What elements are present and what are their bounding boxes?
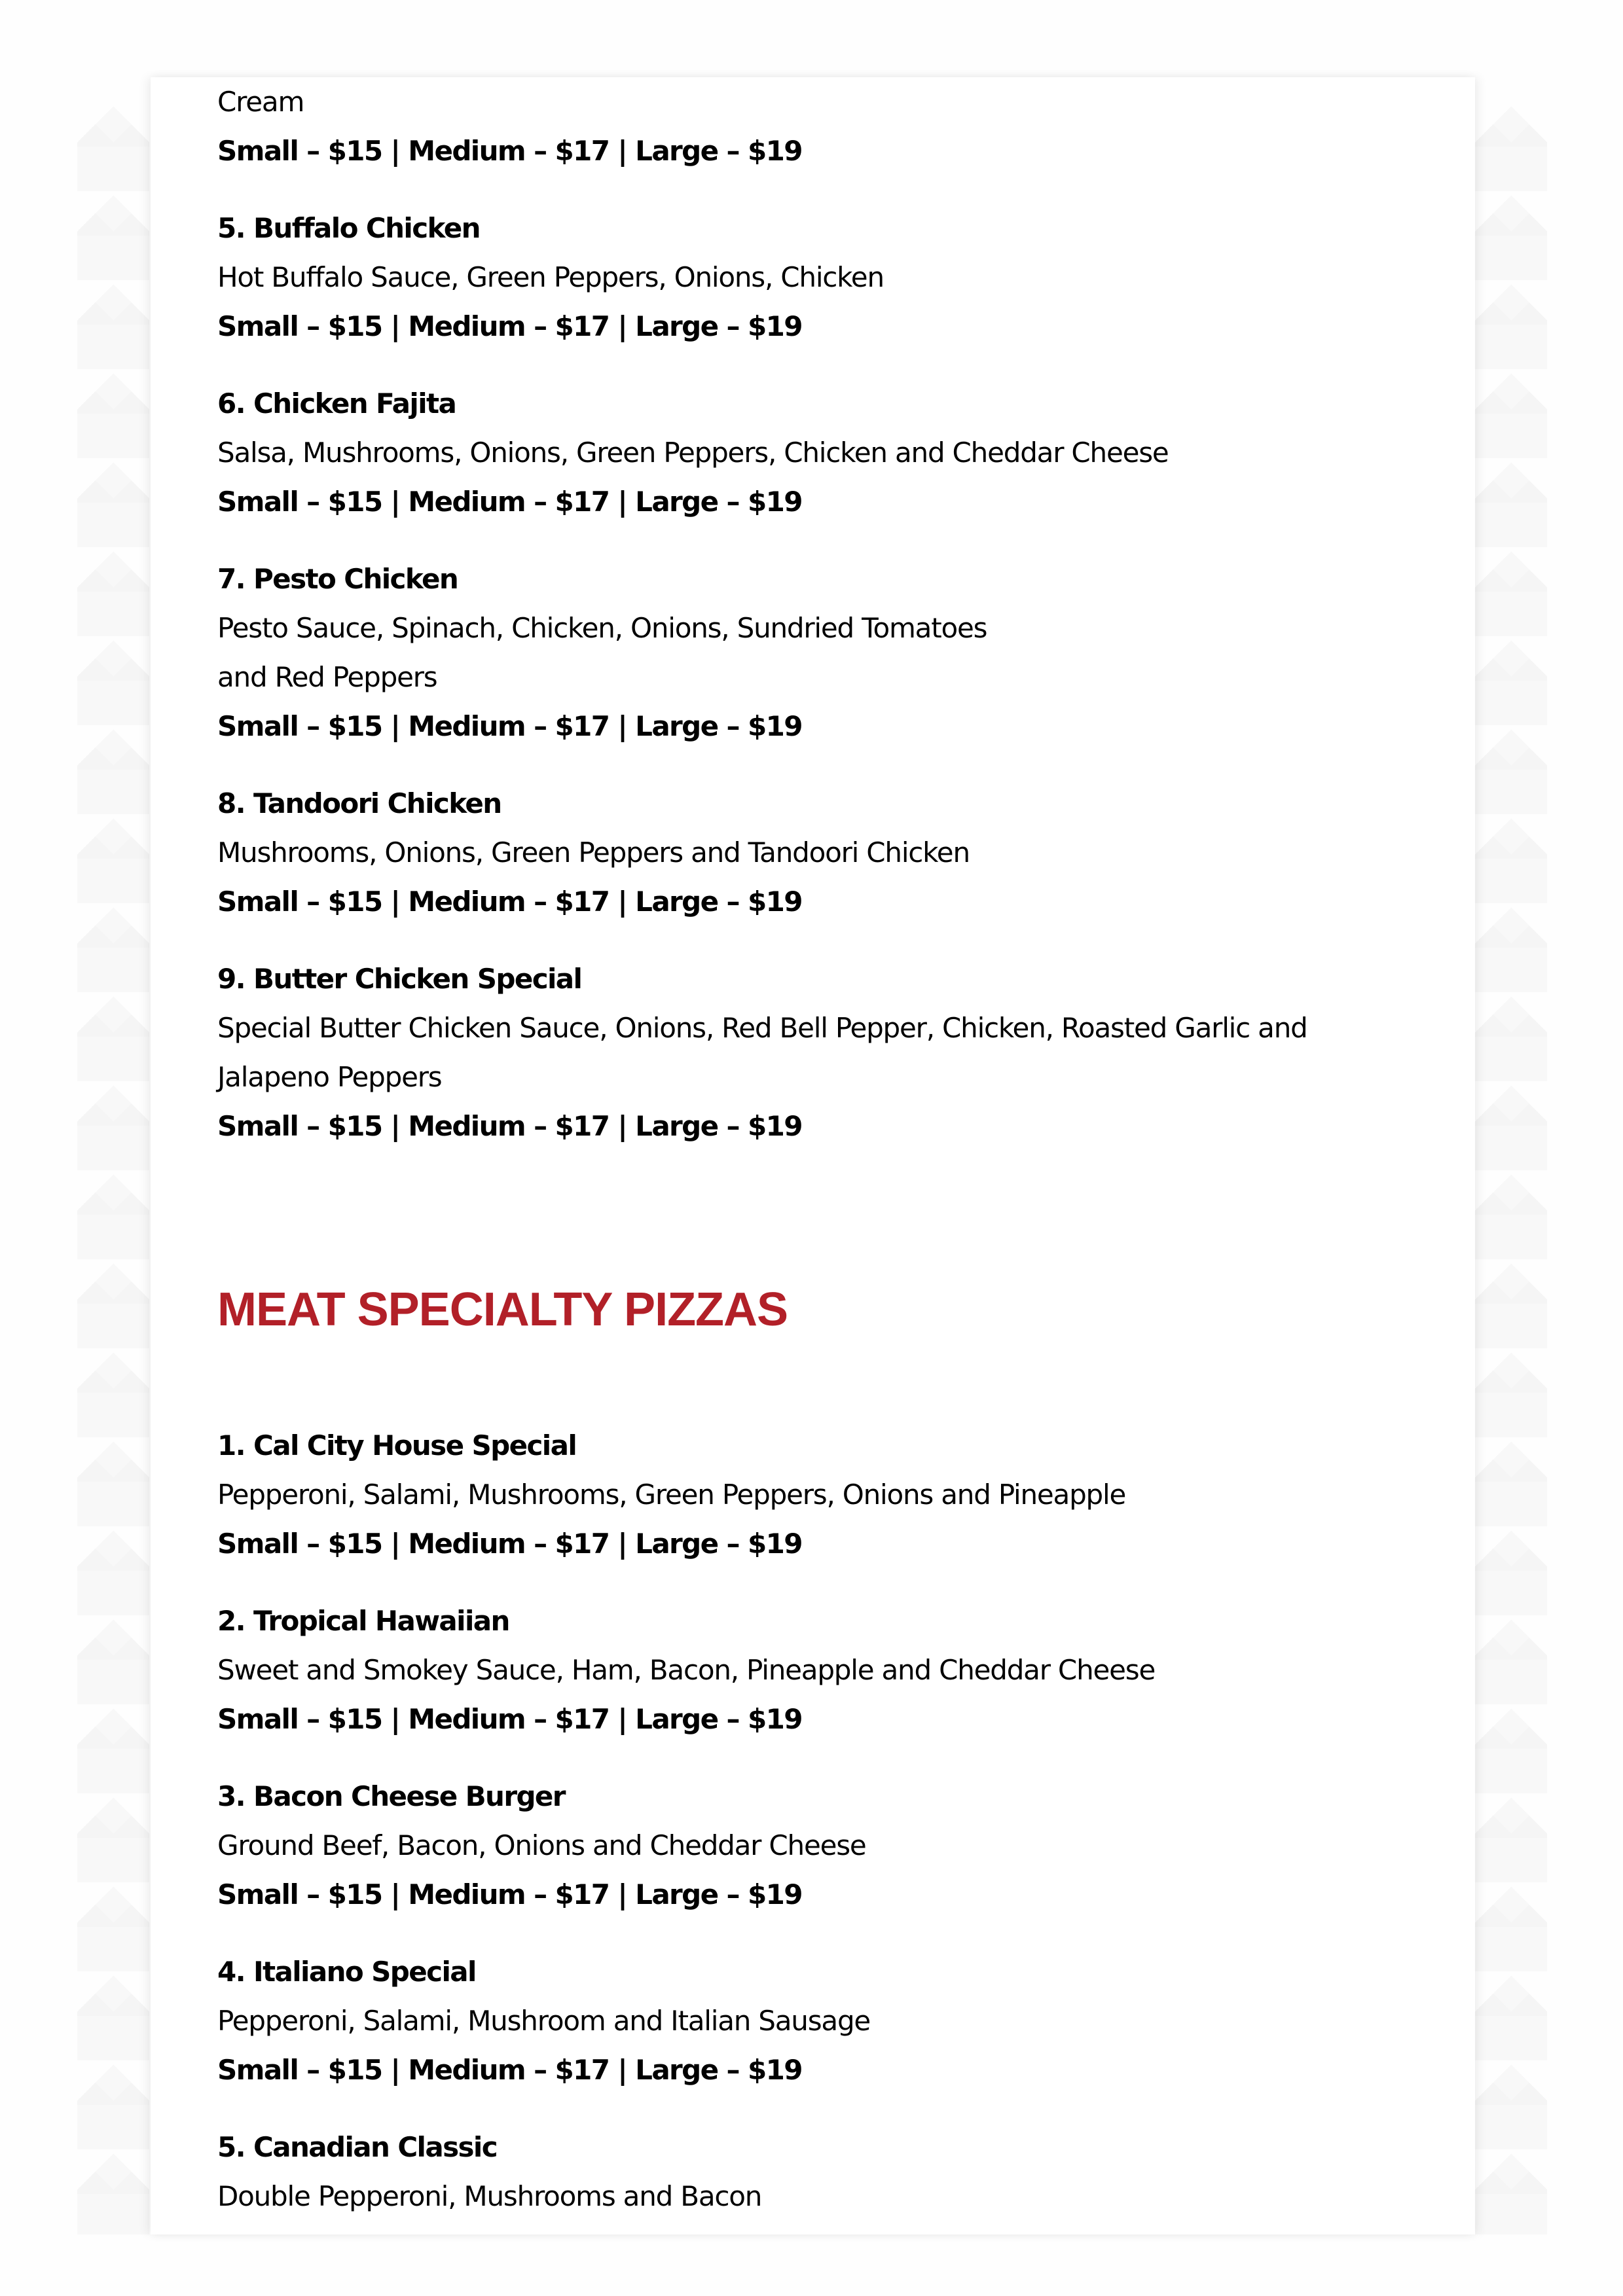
menu-item-butter-chicken-special <box>217 954 1409 1151</box>
item-description: Pesto Sauce, Spinach, Chicken, Onions, Sundried Tomatoes <box>217 612 987 644</box>
item-price: Small – $15 | Medium – $17 | Large – $19 <box>217 1703 802 1735</box>
menu-content <box>217 77 1409 2249</box>
menu-item-pesto-chicken <box>217 554 1409 751</box>
item-description: Salsa, Mushrooms, Onions, Green Peppers, Chicken and Cheddar Cheese <box>217 437 1169 469</box>
decorative-pattern-right <box>1475 102 1547 2234</box>
item-title: 8. Tandoori Chicken <box>217 787 501 819</box>
item-price: Small – $15 | Medium – $17 | Large – $19 <box>217 1110 802 1142</box>
item-description: Special Butter Chicken Sauce, Onions, Red Bell Pepper, Chicken, Roasted Garlic and <box>217 1012 1307 1044</box>
menu-item-canadian-classic <box>217 2123 1409 2221</box>
item-description: Mushrooms, Onions, Green Peppers and Tandoori Chicken <box>217 836 970 869</box>
item-title: 4. Italiano Special <box>217 1956 476 1988</box>
item-description: Hot Buffalo Sauce, Green Peppers, Onions, Chicken <box>217 261 884 293</box>
menu-item-continued <box>217 77 1409 175</box>
item-price: Small – $15 | Medium – $17 | Large – $19 <box>217 486 802 518</box>
menu-item-italiano-special <box>217 1947 1409 2094</box>
menu-item-tropical-hawaiian <box>217 1596 1409 1744</box>
item-title: 5. Buffalo Chicken <box>217 212 480 244</box>
item-description: Pepperoni, Salami, Mushroom and Italian Sausage <box>217 2005 871 2037</box>
item-description: Cream <box>217 86 304 118</box>
item-title: 2. Tropical Hawaiian <box>217 1605 509 1637</box>
item-price: Small – $15 | Medium – $17 | Large – $19 <box>217 310 802 342</box>
menu-item-cal-city-house-special <box>217 1421 1409 1568</box>
item-price: Small – $15 | Medium – $17 | Large – $19 <box>217 1878 802 1910</box>
item-title: 6. Chicken Fajita <box>217 387 456 420</box>
item-description: Pepperoni, Salami, Mushrooms, Green Peppers, Onions and Pineapple <box>217 1479 1126 1511</box>
item-title: 1. Cal City House Special <box>217 1429 577 1462</box>
menu-page <box>151 77 1475 2234</box>
section-spacer <box>217 1179 1409 1283</box>
item-price: Small – $15 | Medium – $17 | Large – $19 <box>217 135 802 167</box>
item-price: Small – $15 | Medium – $17 | Large – $19 <box>217 1528 802 1560</box>
item-title: 7. Pesto Chicken <box>217 563 458 595</box>
decorative-pattern-left <box>77 102 149 2234</box>
menu-item-tandoori-chicken <box>217 779 1409 926</box>
item-description: Double Pepperoni, Mushrooms and Bacon <box>217 2180 762 2212</box>
item-title: 9. Butter Chicken Special <box>217 963 582 995</box>
item-description-cont: and Red Peppers <box>217 661 437 693</box>
menu-item-chicken-fajita <box>217 379 1409 526</box>
item-title: 5. Canadian Classic <box>217 2131 497 2163</box>
item-price: Small – $15 | Medium – $17 | Large – $19 <box>217 710 802 742</box>
item-price: Small – $15 | Medium – $17 | Large – $19 <box>217 2054 802 2086</box>
item-description: Sweet and Smokey Sauce, Ham, Bacon, Pineapple and Cheddar Cheese <box>217 1654 1156 1686</box>
item-title: 3. Bacon Cheese Burger <box>217 1780 565 1812</box>
section-heading-meat-specialty: MEAT SPECIALTY PIZZAS <box>217 1283 788 1336</box>
menu-item-buffalo-chicken <box>217 204 1409 351</box>
menu-item-bacon-cheese-burger <box>217 1772 1409 1919</box>
item-description: Ground Beef, Bacon, Onions and Cheddar Cheese <box>217 1829 866 1861</box>
item-price: Small – $15 | Medium – $17 | Large – $19 <box>217 886 802 918</box>
item-description-cont: Jalapeno Peppers <box>217 1061 442 1093</box>
